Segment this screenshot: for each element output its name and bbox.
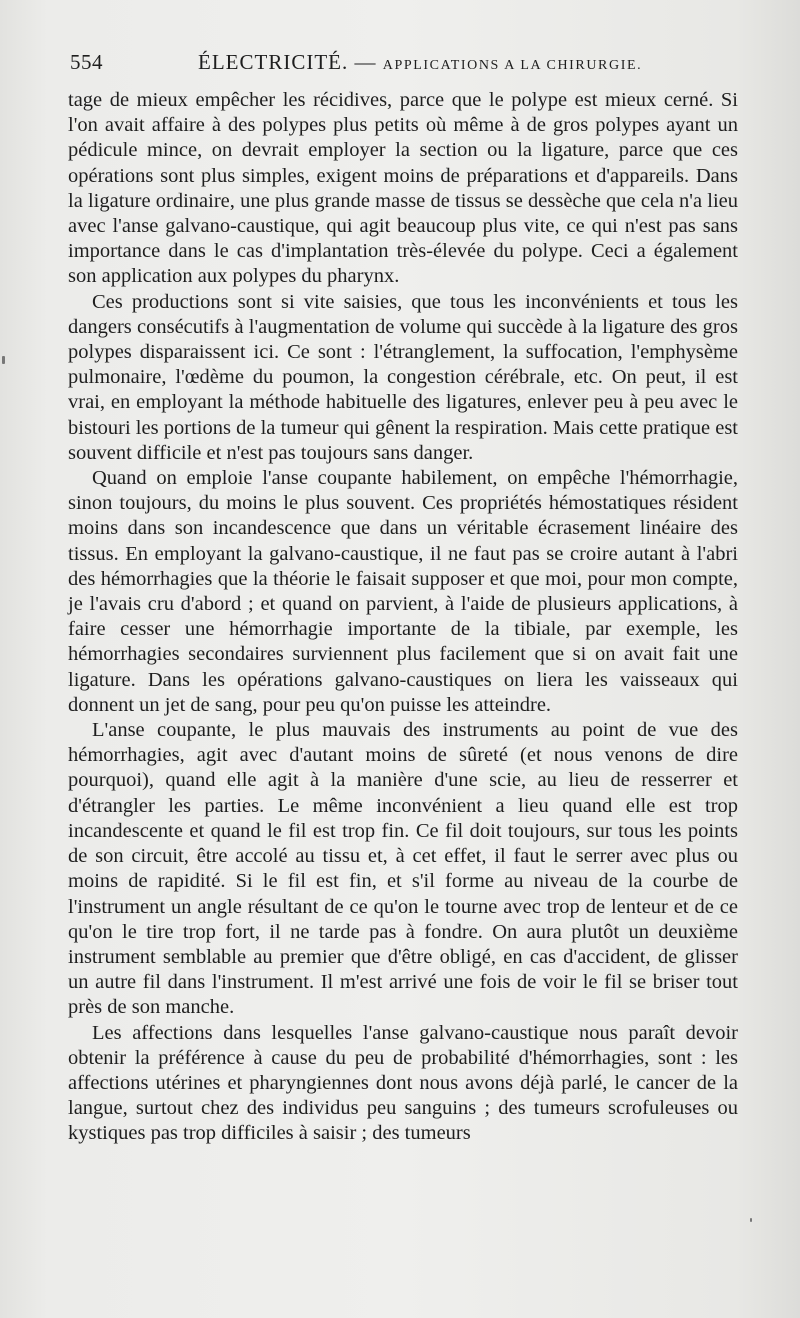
page-number: 554 [70,50,103,74]
print-mark [750,1218,752,1222]
print-mark [2,356,5,364]
running-head-separator: — [354,50,377,74]
paragraph: Quand on emploie l'anse coupante habilement, on empêche l'hémorrhagie, sinon toujours, du moins le plus souvent. Ces propriétés hémostatiques résident moins dans son incandescence que dans un véritable écrasement linéaire des tissus. En employant la galvano-caustique, il ne faut pas se croire autant à l'abri des hémorrhagies que la théorie le faisait supposer et que moi, pour mon compte, je l'avais cru d'abord ; et quand on parvient, à l'aide de plusieurs applications, à faire cesser une hémorrhagie importante de la tibiale, par exemple, les hémorrhagies secondaires surviennent plus facilement que si on avait fait une ligature. Dans les opérations galvano-caustiques on liera les vaisseaux qui donnent un jet de sang, pour peu qu'on puisse les atteindre. [68,467,738,716]
running-head-subtitle: APPLICATIONS A LA CHIRURGIE. [382,58,643,73]
body-text [68,88,738,1147]
paragraph: Ces productions sont si vite saisies, que tous les inconvénients et tous les dangers consécutifs à l'augmentation de volume qui succède à la ligature des gros polypes disparaissent ici. Ce sont : l'étranglement, la suffocation, l'emphysème pulmonaire, l'œdème du poumon, la congestion cérébrale, etc. On peut, il est vrai, en employant la méthode habituelle des ligatures, enlever peu à peu avec le bistouri les portions de la tumeur qui gênent la respiration. Mais cette pratique est souvent difficile et n'est pas toujours sans danger. [68,290,738,464]
running-head-title: ÉLECTRICITÉ. [198,50,349,74]
running-head [198,50,642,75]
paragraph-continuation: tage de mieux empêcher les récidives, parce que le polype est mieux cerné. Si l'on avait affaire à des polypes plus petits où même à de gros polypes ayant un pédicule mince, on devrait employer la section ou la ligature, parce que ces opérations sont plus simples, exigent moins de préparations et d'appareils. Dans la ligature ordinaire, une plus grande masse de tissus se dessèche que cela n'a lieu avec l'anse galvano-caustique, qui agit beaucoup plus vite, ce qui n'est pas sans importance dans le cas d'implantation très-élevée du polype. Ceci a également son application aux polypes du pharynx. [68,89,738,288]
page-header [68,50,738,80]
paragraph: Les affections dans lesquelles l'anse galvano-caustique nous paraît devoir obtenir la préférence à cause du peu de probabilité d'hémorrhagies, sont : les affections utérines et pharyngiennes dont nous avons déjà parlé, le cancer de la langue, surtout chez des individus peu sanguins ; des tumeurs scrofuleuses ou kystiques pas trop difficiles à saisir ; des tumeurs [68,1021,738,1145]
paragraph: L'anse coupante, le plus mauvais des instruments au point de vue des hémorrhagies, agit avec d'autant moins de sûreté (et nous venons de dire pourquoi), quand elle agit à la manière d'une scie, au lieu de resserrer et d'étrangler les parties. Le même inconvénient a lieu quand elle est trop incandescente et quand le fil est trop fin. Ce fil doit toujours, sur tous les points de son circuit, être accolé au tissu et, à cet effet, il faut le serrer avec plus ou moins de rapidité. Si le fil est fin, et s'il forme au niveau de la courbe de l'instrument un angle résultant de ce qu'on le tourne avec trop de lenteur et de ce qu'on le tire trop fort, il ne tarde pas à fondre. On aura plutôt un deuxième instrument semblable au premier que d'être obligé, en cas d'accident, de glisser un autre fil dans l'instrument. Il m'est arrivé une fois de voir le fil se briser tout près de son manche. [68,719,738,1019]
